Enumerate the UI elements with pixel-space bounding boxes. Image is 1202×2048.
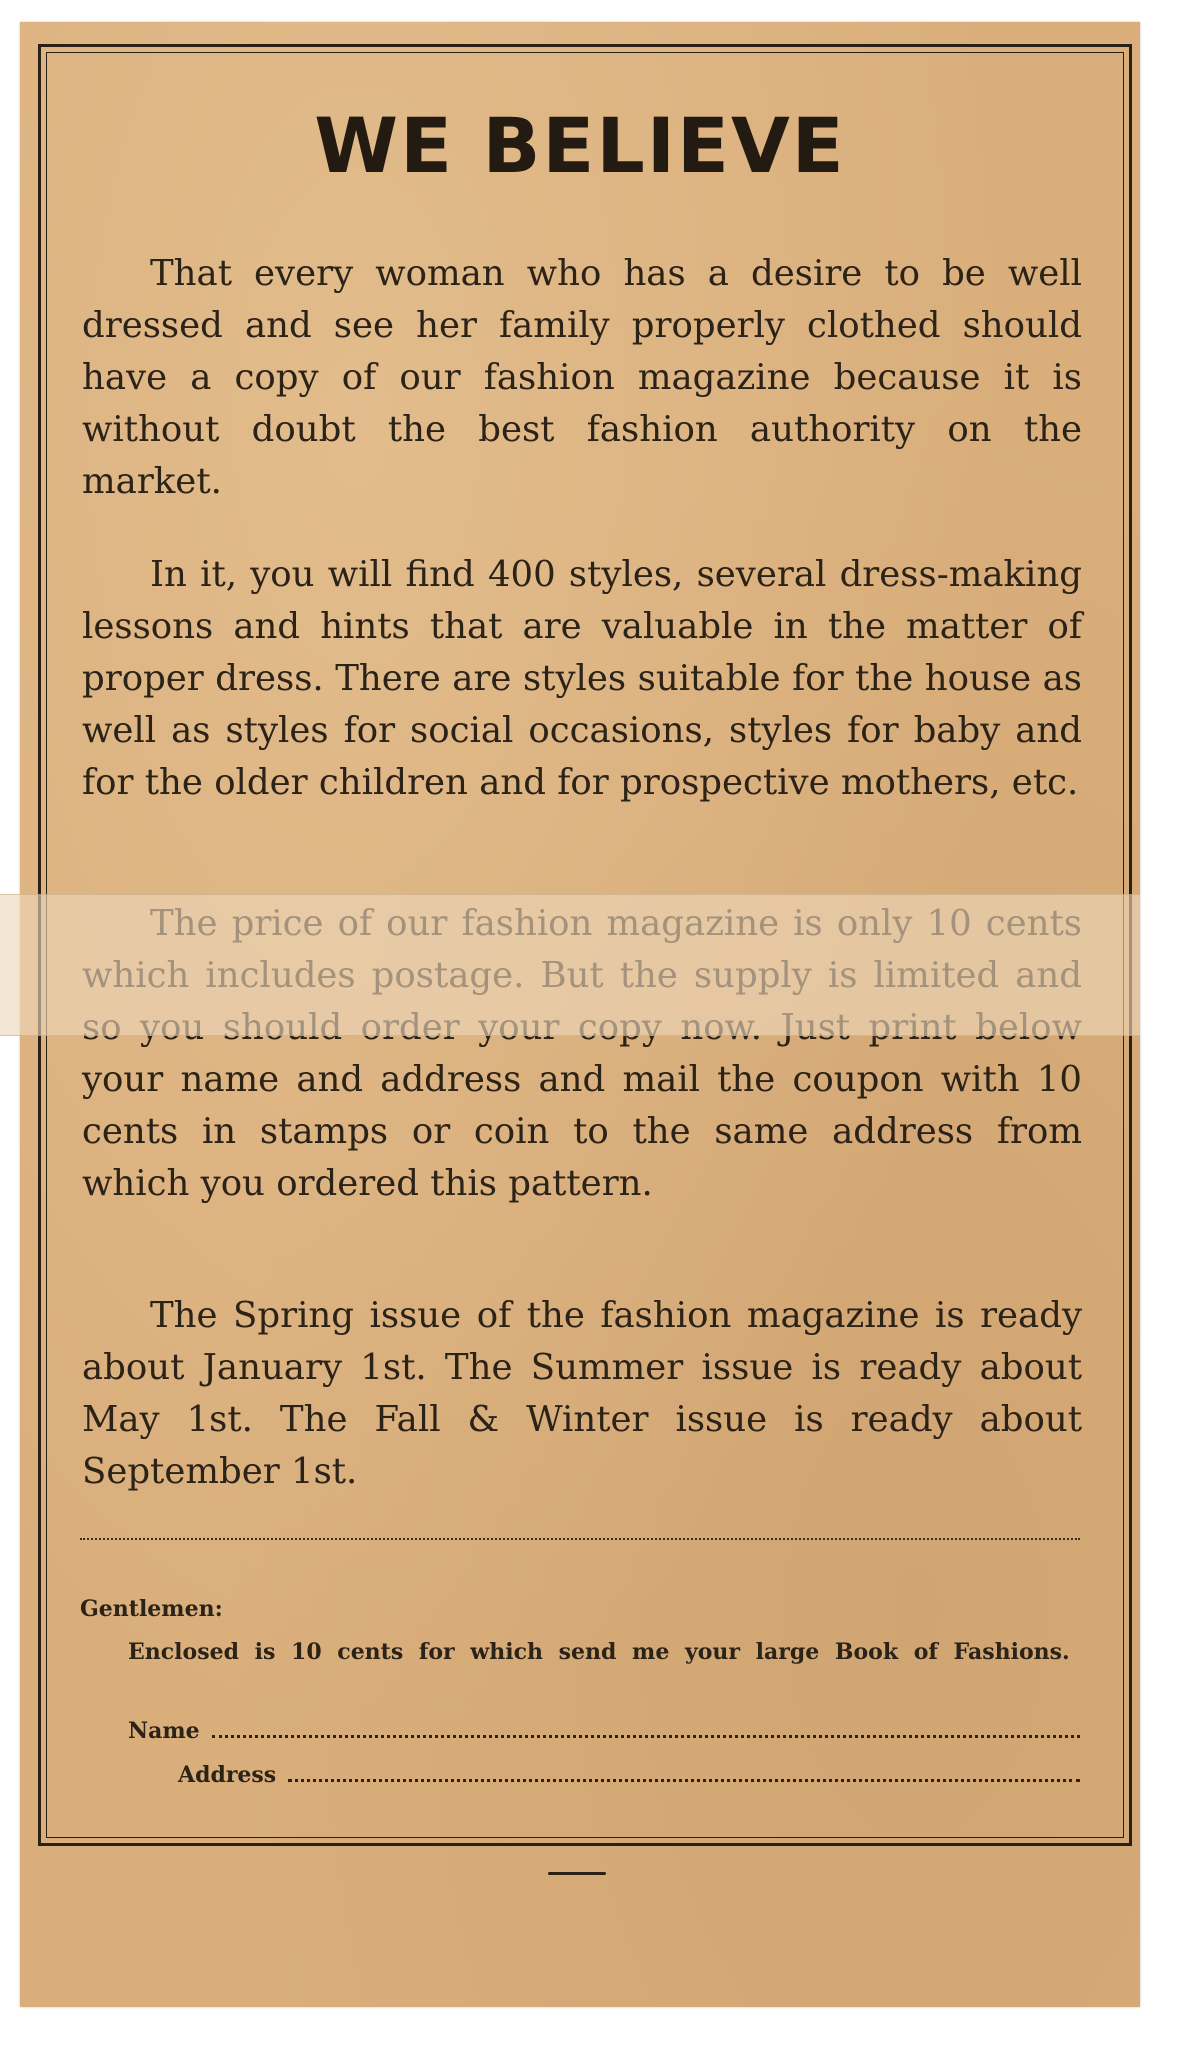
coupon-address-field[interactable] bbox=[288, 1765, 1080, 1782]
tape-strip bbox=[0, 894, 1140, 1036]
coupon-name-field[interactable] bbox=[212, 1721, 1080, 1738]
coupon-cut-line bbox=[80, 1538, 1080, 1540]
coupon-address-label: Address bbox=[178, 1762, 277, 1788]
coupon-greeting: Gentlemen: bbox=[80, 1596, 223, 1622]
paragraph-issues: The Spring issue of the fashion magazine is ready about January 1st. The Summer issue is ready about May 1st. The Fall & Winter issue is ready about September 1st. bbox=[82, 1295, 1082, 1492]
coupon-name-line bbox=[128, 1718, 1080, 1744]
coupon-address-line bbox=[178, 1762, 1080, 1788]
paragraph-price: your name and address and mail the coupon with 10 cents in stamps or coin to the same address from which you ordered this pattern. bbox=[82, 1059, 1082, 1204]
page-title: WE BELIEVE bbox=[314, 101, 846, 190]
coupon-name-label: Name bbox=[128, 1718, 200, 1744]
paragraph-intro: That every woman who has a desire to be well dressed and see her family properly clothed should have a copy of our fashion magazine because it is without doubt the best fashion authority on the market. bbox=[82, 253, 1082, 502]
fold-mark bbox=[548, 1872, 606, 1875]
paragraph-contents: In it, you will find 400 styles, several dress-making lessons and hints that are valuable in the matter of proper dress. There are styles suitable for the house as well as styles for social occasions, styles for baby and for the older children and for prospective mothers, etc. bbox=[82, 554, 1082, 803]
coupon-body: Enclosed is 10 cents for which send me your large Book of Fashions. bbox=[128, 1639, 1070, 1665]
